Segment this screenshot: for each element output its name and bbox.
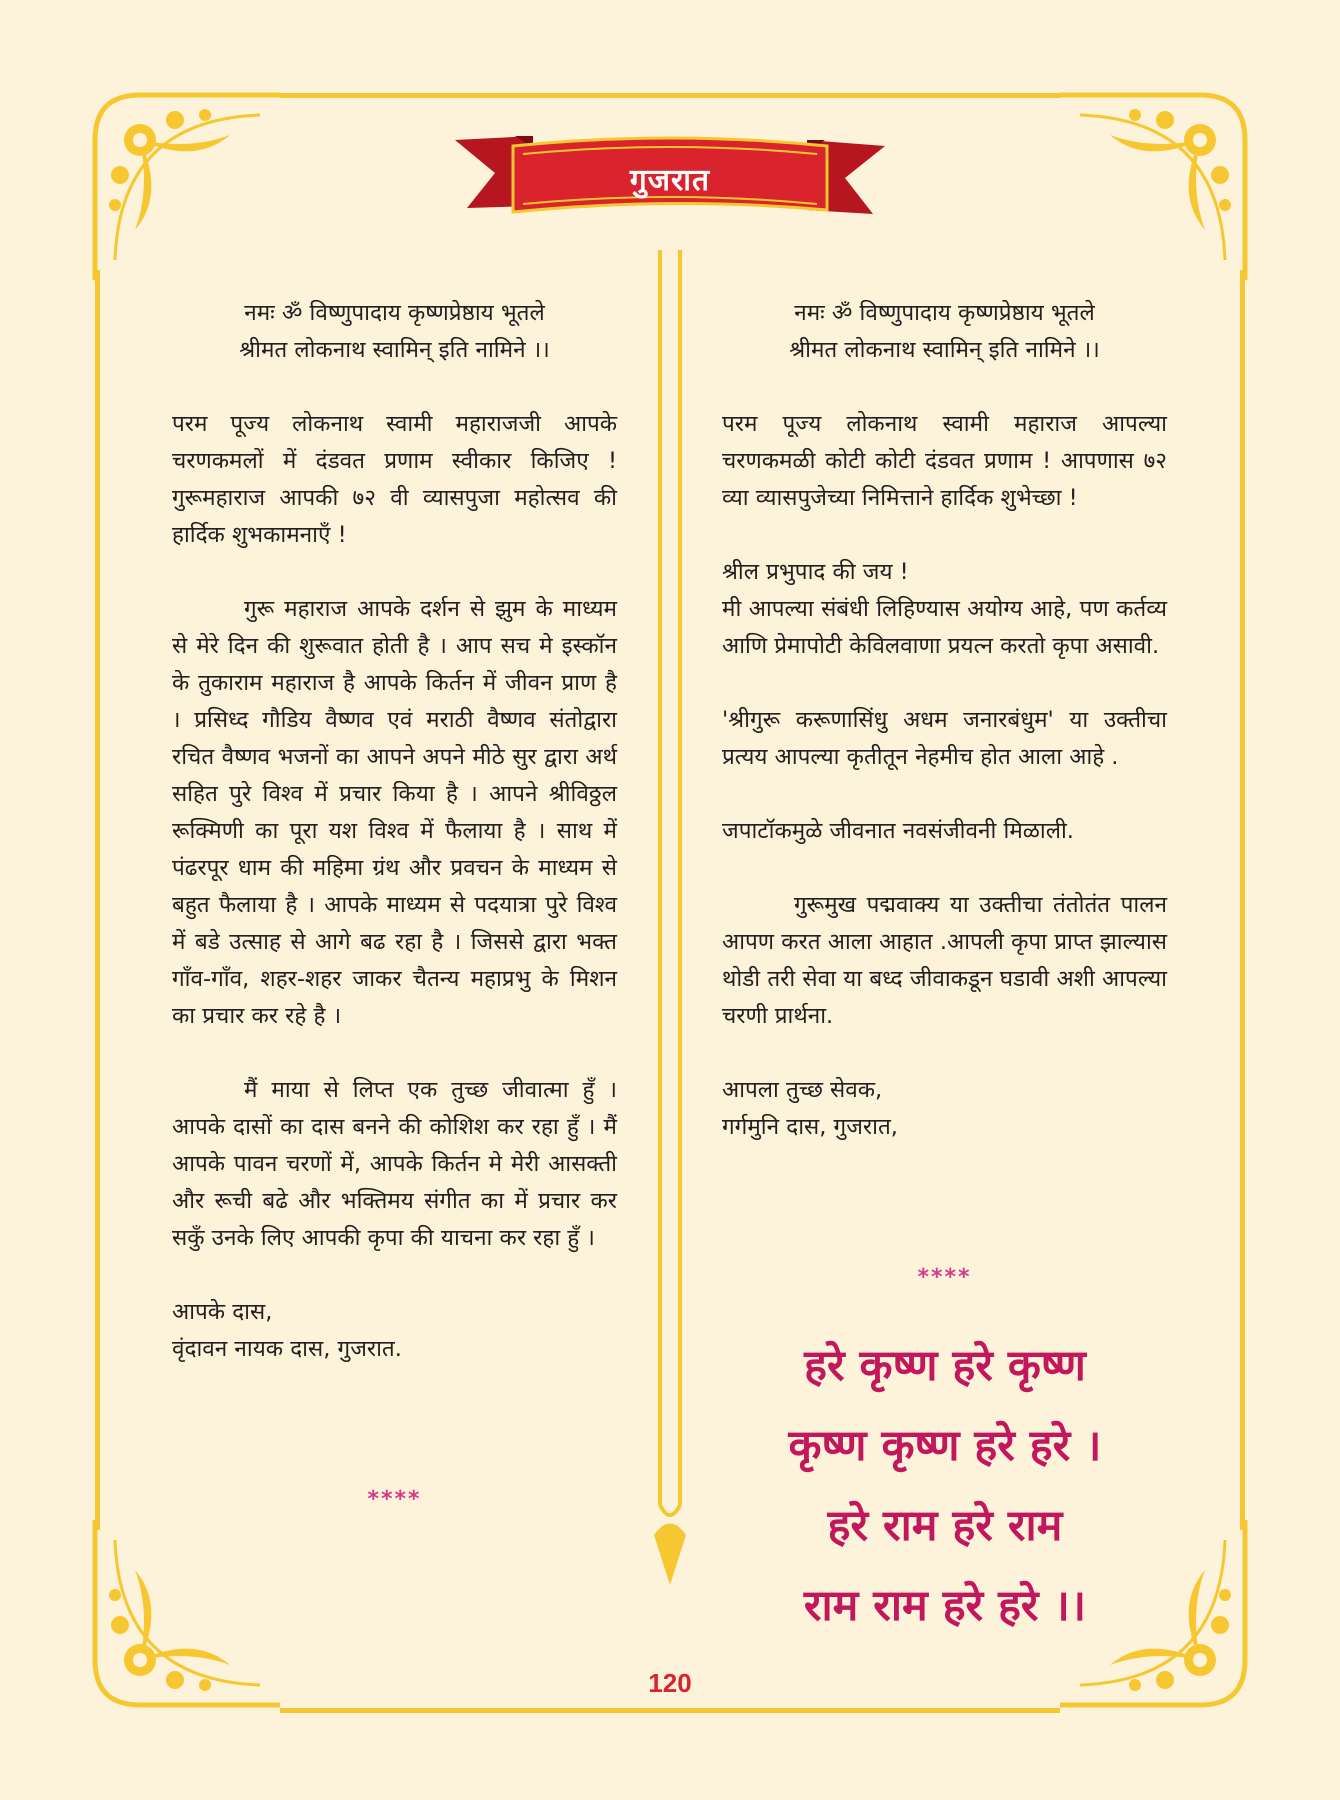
verse-line: श्रीमत लोकनाथ स्वामिन् इति नामिने ।।	[239, 337, 550, 363]
body-paragraph: मी आपल्या संबंधी लिहिण्यास अयोग्य आहे, पण कर्तव्य आणि प्रेमापोटी केविलवाणा प्रयत्न करतो कृपा असावी.	[722, 596, 1167, 659]
stars-separator: ****	[917, 1265, 972, 1290]
frame-top-border	[280, 93, 1060, 98]
verse-line: नमः ॐ विष्णुपादाय कृष्णप्रेष्ठाय भूतले	[244, 300, 545, 326]
body-paragraph: गुरूमुख पद्मवाक्य या उक्तीचा तंतोतंत पालन आपण करत आला आहात .आपली कृपा प्राप्त झाल्यास थोडी तरी सेवा या बध्द जीवाकडून घडावी अशी आपल्या चरणी प्रार्थना.	[722, 892, 1167, 1029]
verse-line: श्रीमत लोकनाथ स्वामिन् इति नामिने ।।	[789, 337, 1100, 363]
closing-line: आपके दास,	[172, 1299, 273, 1325]
mantra-line: हरे कृष्ण हरे कृष्ण	[804, 1341, 1086, 1391]
frame-right-border	[1240, 270, 1245, 1530]
banner-title: गुजरात	[629, 163, 711, 198]
body-paragraph: 'श्रीगुरू करूणासिंधु अधम जनारबंधुम' या उक्तीचा प्रत्यय आपल्या कृतीतून नेहमीच होत आला आहे .	[722, 707, 1167, 770]
center-divider-icon	[652, 250, 688, 1590]
signature-line: वृंदावन नायक दास, गुजरात.	[172, 1336, 402, 1362]
body-line: श्रील प्रभुपाद की जय !	[722, 559, 909, 585]
frame-bottom-border	[280, 1708, 1060, 1713]
body-paragraph: जपाटॉकमुळे जीवनात नवसंजीवनी मिळाली.	[722, 818, 1074, 844]
frame-left-border	[95, 270, 100, 1530]
right-column	[722, 295, 1167, 1146]
left-column	[172, 295, 617, 1368]
body-paragraph: मैं माया से लिप्त एक तुच्छ जीवात्मा हुँ । आपके दासों का दास बनने की कोशिश कर रहा हुँ । मैं आपके पावन चरणों में, आपके किर्तन मे मेरी आसक्ती और रूची बढे और भक्तिमय संगीत का में प्रचार कर सकुँ उनके लिए आपकी कृपा की याचना कर रहा हुँ ।	[172, 1077, 617, 1251]
page-number: 120	[648, 1668, 692, 1698]
body-paragraph: गुरू महाराज आपके दर्शन से झुम के माध्यम से मेरे दिन की शुरूवात होती है । आप सच मे इस्कॉन के तुकाराम महाराज है आपके किर्तन में जीवन प्राण है । प्रसिध्द गौडिय वैष्णव एवं मराठी वैष्णव संतोद्वारा रचित वैष्णव भजनों का आपने अपने मीठे सुर द्वारा अर्थ सहित पुरे विश्व में प्रचार किया है । आपने श्रीविठ्ठल रूक्मिणी का पूरा यश विश्व में फैलाया है । साथ में पंढरपूर धाम की महिमा ग्रंथ और प्रवचन के माध्यम से बहुत फैलाया है । आपके माध्यम से पदयात्रा पुरे विश्व में बडे उत्साह से आगे बढ रहा है । जिससे द्वारा भक्त गाँव-गाँव, शहर-शहर जाकर चैतन्य महाप्रभु के मिशन का प्रचार कर रहे है ।	[172, 596, 617, 1029]
greeting-paragraph: परम पूज्य लोकनाथ स्वामी महाराजजी आपके चरणकमलों में दंडवत प्रणाम स्वीकार किजिए ! गुरूमहाराज आपकी ७२ वी व्यासपुजा महोत्सव की हार्दिक शुभकामनाएँ !	[172, 411, 617, 548]
verse-line: नमः ॐ विष्णुपादाय कृष्णप्रेष्ठाय भूतले	[794, 300, 1095, 326]
mantra-line: कृष्ण कृष्ण हरे हरे ।	[788, 1421, 1102, 1471]
mantra-line: राम राम हरे हरे ।।	[803, 1581, 1087, 1631]
signature-line: गर्गमुनि दास, गुजरात,	[722, 1114, 898, 1140]
closing-line: आपला तुच्छ सेवक,	[722, 1077, 883, 1103]
maha-mantra	[700, 1326, 1190, 1646]
greeting-paragraph: परम पूज्य लोकनाथ स्वामी महाराज आपल्या चरणकमळी कोटी कोटी दंडवत प्रणाम ! आपणास ७२ व्या व्यासपुजेच्या निमित्ताने हार्दिक शुभेच्छा !	[722, 411, 1167, 511]
mantra-line: हरे राम हरे राम	[827, 1501, 1063, 1551]
stars-separator: ****	[367, 1487, 422, 1512]
